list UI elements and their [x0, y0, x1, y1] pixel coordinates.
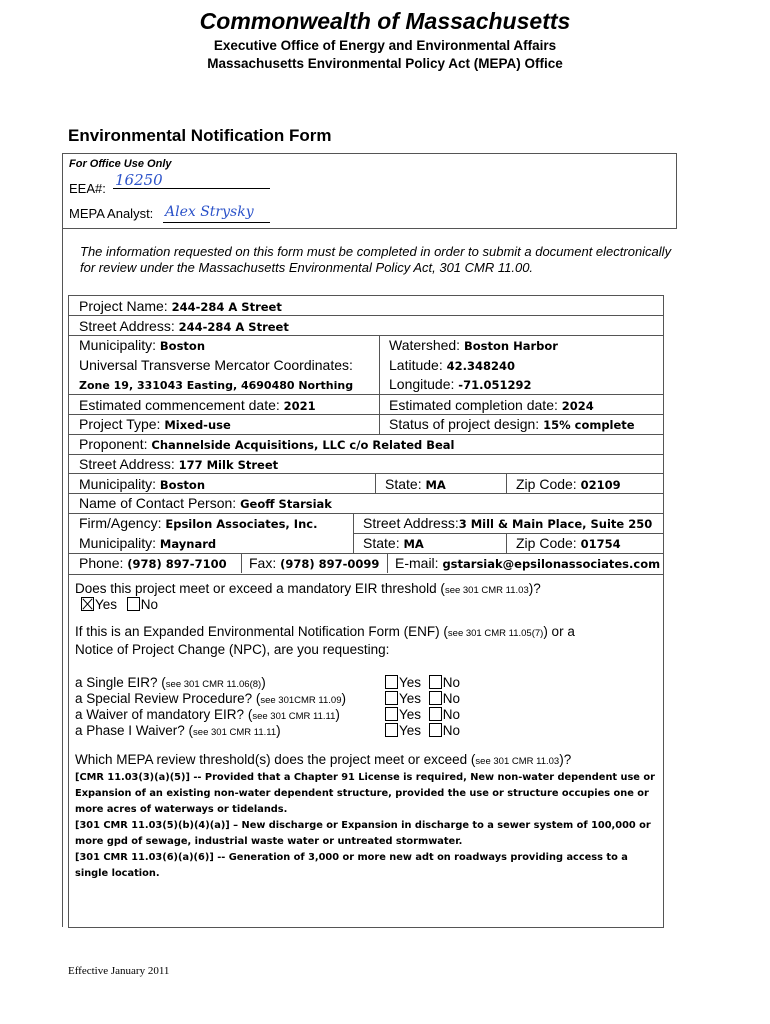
- proponent-street-value[interactable]: 177 Milk Street: [178, 458, 279, 472]
- eea-field[interactable]: [113, 171, 270, 189]
- single-eir-options: Yes No: [385, 675, 460, 691]
- special-review-no-checkbox[interactable]: [429, 691, 442, 705]
- firm-label: Firm/Agency:: [79, 515, 162, 531]
- longitude-label: Longitude:: [389, 376, 455, 392]
- eir-no-label: No: [140, 597, 159, 612]
- request-item-single-eir: a Single EIR? (see 301 CMR 11.06(8)): [75, 675, 266, 690]
- proponent-muni-value[interactable]: Boston: [159, 478, 206, 492]
- threshold-item: [301 CMR 11.03(5)(b)(4)(a)] – New discharge or Expansion in discharge to a sewer system of 100,000 or more gpd of sewage, industrial waste water or untreated stormwater.: [75, 820, 651, 847]
- threshold-answer[interactable]: [75, 770, 655, 882]
- watershed-value[interactable]: Boston Harbor: [463, 339, 558, 353]
- contact-muni-label: Municipality:: [79, 535, 157, 551]
- phase1-waiver-yes-checkbox[interactable]: [385, 723, 398, 737]
- watershed-label: Watershed:: [389, 337, 461, 353]
- proponent-value[interactable]: Channelside Acquisitions, LLC c/o Related Beal: [151, 438, 455, 452]
- contact-muni-value[interactable]: Maynard: [159, 537, 217, 551]
- start-date-value[interactable]: 2021: [283, 399, 316, 413]
- eir-yes-label: Yes: [95, 597, 118, 612]
- latitude-value[interactable]: 42.348240: [446, 359, 515, 373]
- project-muni-label: Municipality:: [79, 337, 157, 353]
- project-name-value[interactable]: 244-284 A Street: [171, 300, 282, 314]
- email-label: E-mail:: [395, 555, 439, 571]
- contact-state-value[interactable]: MA: [403, 537, 424, 551]
- instructions-text: The information requested on this form must be completed in order to submit a document electronically for review under the Massachusetts Environmental Policy Act, 301 CMR 11.00.: [80, 244, 672, 275]
- phone-label: Phone:: [79, 555, 124, 571]
- contact-muni-row: [69, 533, 663, 553]
- contact-street-value[interactable]: 3 Mill & Main Place, Suite 250: [458, 517, 653, 531]
- project-type-row: [69, 414, 663, 434]
- proponent-street-label: Street Address:: [79, 456, 175, 472]
- proponent-label: Proponent:: [79, 436, 148, 452]
- proponent-zip-label: Zip Code:: [516, 476, 577, 492]
- latitude-label: Latitude:: [389, 357, 443, 373]
- proponent-muni-row: [69, 474, 663, 494]
- footer-effective-date: Effective January 2011: [68, 965, 170, 977]
- longitude-value[interactable]: -71.051292: [458, 378, 532, 392]
- office-use-heading: For Office Use Only: [69, 158, 172, 170]
- phone-value[interactable]: (978) 897-7100: [127, 557, 227, 571]
- project-street-row: [69, 316, 663, 336]
- design-status-value[interactable]: 15% complete: [543, 418, 635, 432]
- waiver-options: Yes No: [385, 707, 460, 723]
- request-item-phase1-waiver: a Phase I Waiver? (see 301 CMR 11.11): [75, 723, 281, 738]
- project-type-value[interactable]: Mixed-use: [164, 418, 231, 432]
- enf-question: If this is an Expanded Environmental Notification Form (ENF) (see 301 CMR 11.05(7)) or a Notice of Project Change (NPC), are you requesting:: [75, 624, 575, 657]
- project-muni-value[interactable]: Boston: [159, 339, 206, 353]
- utm-value[interactable]: Zone 19, 331043 Easting, 4690480 Northing: [79, 379, 354, 392]
- project-street-label: Street Address:: [79, 318, 175, 334]
- end-date-label: Estimated completion date:: [389, 397, 558, 413]
- eir-threshold-question: Does this project meet or exceed a mandatory EIR threshold (see 301 CMR 11.03)?: [75, 581, 541, 596]
- contact-state-label: State:: [363, 535, 400, 551]
- project-street-value[interactable]: 244-284 A Street: [178, 320, 289, 334]
- eir-yes-checkbox[interactable]: [81, 597, 94, 611]
- analyst-value: Alex Strysky: [165, 204, 254, 220]
- end-date-value[interactable]: 2024: [561, 399, 594, 413]
- phone-row: [69, 553, 663, 573]
- request-item-waiver: a Waiver of mandatory EIR? (see 301 CMR 11.11): [75, 707, 340, 722]
- waiver-yes-checkbox[interactable]: [385, 707, 398, 721]
- threshold-item: [301 CMR 11.03(6)(a)(6)] -- Generation of 3,000 or more new adt on roadways providing access to a single location.: [75, 852, 628, 879]
- utm-value-row: [69, 374, 663, 394]
- project-name-label: Project Name:: [79, 298, 168, 314]
- office-use-box: [62, 153, 677, 229]
- firm-row: [69, 513, 663, 533]
- analyst-field[interactable]: [163, 203, 270, 223]
- request-item-special-review: a Special Review Procedure? (see 301CMR 11.09): [75, 691, 346, 706]
- start-date-label: Estimated commencement date:: [79, 397, 280, 413]
- project-muni-row: [69, 335, 663, 355]
- fax-label: Fax:: [249, 555, 277, 571]
- eir-threshold-options: [81, 597, 158, 613]
- special-review-options: Yes No: [385, 691, 460, 707]
- contact-zip-value[interactable]: 01754: [580, 537, 621, 551]
- waiver-no-checkbox[interactable]: [429, 707, 442, 721]
- contact-street-label: Street Address:: [363, 515, 459, 531]
- fax-value[interactable]: (978) 897-0099: [280, 557, 380, 571]
- project-info-grid: [68, 295, 664, 575]
- eea-value: 16250: [115, 171, 163, 189]
- left-margin-rule: [62, 153, 63, 927]
- contact-name-label: Name of Contact Person:: [79, 495, 237, 511]
- project-name-row: [69, 296, 663, 316]
- header-office: Massachusetts Environmental Policy Act (MEPA) Office: [207, 56, 563, 71]
- proponent-row: [69, 434, 663, 454]
- contact-name-value[interactable]: Geoff Starsiak: [240, 497, 332, 511]
- contact-name-row: [69, 493, 663, 513]
- firm-value[interactable]: Epsilon Associates, Inc.: [165, 517, 318, 531]
- proponent-muni-label: Municipality:: [79, 476, 157, 492]
- threshold-item: [CMR 11.03(3)(a)(5)] -- Provided that a Chapter 91 License is required, New non-water dependent use or Expansion of an existing non-water dependent structure, provided the use or structure occupies one or more acres of waterways or tidelands.: [75, 772, 655, 815]
- analyst-label: MEPA Analyst:: [69, 206, 154, 221]
- proponent-street-row: [69, 454, 663, 474]
- phase1-waiver-no-checkbox[interactable]: [429, 723, 442, 737]
- contact-zip-label: Zip Code:: [516, 535, 577, 551]
- proponent-zip-value[interactable]: 02109: [580, 478, 621, 492]
- dates-row: [69, 395, 663, 415]
- page-title: Commonwealth of Massachusetts: [199, 8, 571, 34]
- form-title: Environmental Notification Form: [68, 126, 332, 145]
- header-agency: Executive Office of Energy and Environmental Affairs: [213, 38, 557, 53]
- proponent-state-label: State:: [385, 476, 422, 492]
- email-value[interactable]: gstarsiak@epsilonassociates.com: [442, 557, 661, 571]
- eir-no-checkbox[interactable]: [127, 597, 140, 611]
- eea-label: EEA#:: [69, 181, 106, 196]
- phase1-waiver-options: Yes No: [385, 723, 460, 739]
- project-type-label: Project Type:: [79, 416, 161, 432]
- special-review-yes-checkbox[interactable]: [385, 691, 398, 705]
- single-eir-yes-checkbox[interactable]: [385, 675, 398, 689]
- proponent-state-value[interactable]: MA: [425, 478, 446, 492]
- utm-row: [69, 355, 663, 375]
- single-eir-no-checkbox[interactable]: [429, 675, 442, 689]
- threshold-question: Which MEPA review threshold(s) does the project meet or exceed (see 301 CMR 11.03)?: [75, 752, 572, 767]
- design-status-label: Status of project design:: [389, 416, 540, 432]
- utm-label: Universal Transverse Mercator Coordinates:: [79, 357, 353, 373]
